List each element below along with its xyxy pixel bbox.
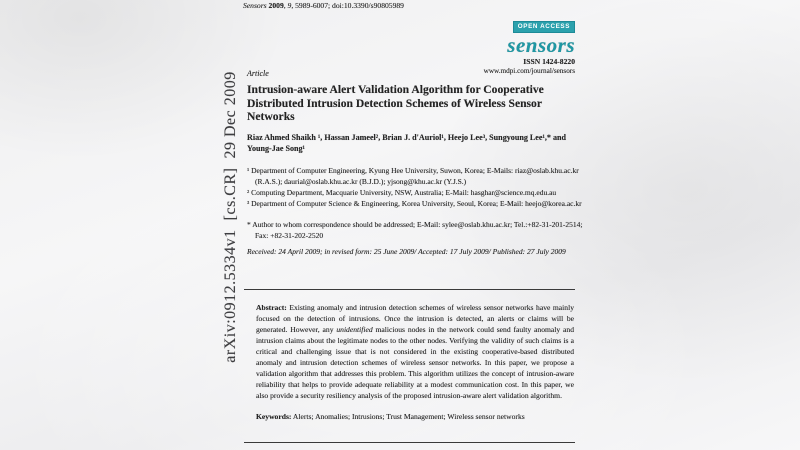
abstract-emphasis: unidentified	[336, 325, 373, 334]
author-list: Riaz Ahmed Shaikh ¹, Hassan Jameel², Brian J. d'Auriol¹, Heejo Lee³, Sungyoung Lee¹,* and Young-Jae Song¹	[247, 133, 567, 153]
divider-bottom	[244, 442, 575, 443]
abstract-section	[256, 302, 574, 422]
affiliation-1: ¹ Department of Computer Engineering, Kyung Hee University, Suwon, Korea; E-Mails: riaz@oslab.khu.ac.kr (R.A.S.); daurial@oslab.khu.ac.kr (B.J.D.); yjsong@khu.ac.kr (Y.J.S.)	[247, 166, 579, 186]
open-access-badge: OPEN ACCESS	[513, 21, 575, 33]
publication-history: Received: 24 April 2009; in revised form: 25 June 2009/ Accepted: 17 July 2009/ Published: 27 July 2009	[247, 247, 566, 257]
journal-url: www.mdpi.com/journal/sensors	[483, 67, 575, 76]
journal-name: Sensors	[243, 1, 267, 10]
citation-sep: ,	[283, 1, 288, 10]
journal-citation-line	[243, 1, 404, 10]
divider-top	[244, 289, 575, 290]
sensors-logo: sensors	[507, 33, 575, 57]
citation-tail: , 5989-6007; doi:10.3390/s90805989	[291, 1, 404, 10]
affiliation-3: ³ Department of Computer Science & Engineering, Korea University, Seoul, Korea; E-Mail: heejo@korea.ac.kr	[247, 198, 582, 208]
abstract-text-2: malicious nodes in the network could send faulty anomaly and intrusion claims about the legitimate nodes to the other nodes. Verifying the validity of such claims is a critical and challenging issue that is not considered in the existing cooperative-based distributed anomaly and intrusion detection schemes of wireless sensor networks. In this paper, we propose a validation algorithm that addresses this problem. This algorithm utilizes the concept of intrusion-aware reliability that helps to provide adequate reliability at a modest communication cost. In this paper, we also provide a security resiliency analysis of the proposed intrusion-aware alert validation algorithm.	[256, 325, 574, 400]
article-type-label: Article	[247, 69, 269, 78]
issn-number: ISSN 1424-8220	[523, 57, 575, 67]
arxiv-stamp: arXiv:0912.5334v1 [cs.CR] 29 Dec 2009	[222, 71, 239, 363]
abstract-paragraph	[256, 302, 574, 401]
abstract-text-1: Existing anomaly and intrusion detection schemes of wireless sensor networks have mainly focused on the detection of intrusions. Once the intrusion is detected, an alerts or claims will be generated. However, any	[256, 303, 574, 334]
affiliation-2: ² Computing Department, Macquarie University, NSW, Australia; E-Mail: hasghar@science.mq.edu.au	[247, 187, 557, 197]
correspondence-note: * Author to whom correspondence should be addressed; E-Mail: sylee@oslab.khu.ac.kr; Tel.:+82-31-201-2514; Fax: +82-31-202-2520	[247, 219, 583, 240]
paper-title: Intrusion-aware Alert Validation Algorithm for Cooperative Distributed Intrusion Detection Schemes of Wireless Sensor Networks	[247, 83, 544, 124]
keywords-text: Alerts; Anomalies; Intrusions; Trust Management; Wireless sensor networks	[291, 412, 525, 421]
journal-volume: 9	[287, 1, 292, 10]
journal-brand-block	[375, 15, 575, 75]
keywords-line	[256, 411, 574, 422]
keywords-label: Keywords:	[256, 412, 292, 421]
abstract-label: Abstract:	[256, 303, 287, 312]
journal-year: 2009	[268, 1, 284, 10]
front-matter	[247, 166, 587, 258]
